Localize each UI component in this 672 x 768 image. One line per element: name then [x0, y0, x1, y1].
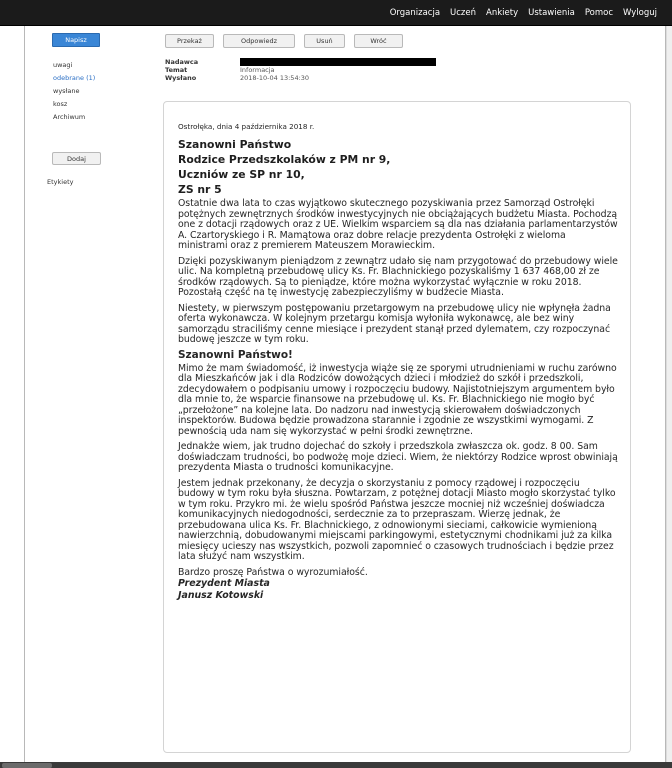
subject-label: Temat	[165, 66, 188, 74]
paragraph-1: Ostatnie dwa lata to czas wyjątkowo skutecznego pozyskiwania przez Samorząd Ostrołęki potężnych zewnętrznych środków inwestycyjnych nie obciążających budżetu Miasta. Pochodzą one z dotacji rządowych oraz z UE. Wielkim wsparciem są dla nas działania parlamentarzystów A. Czartoryskiego i R. Mamątowa oraz dobre relacje prezydenta Ostrołęki z wieloma ministrami oraz z premierem Mateuszem Morawieckim.	[178, 198, 618, 251]
message-meta	[165, 58, 436, 82]
paragraph-3: Niestety, w pierwszym postępowaniu przetargowym na przebudowę ulicy nie wpłynęła żadna oferta wykonawcza. W kolejnym przetargu komisja wyłoniła wykonawcę, ale bez winy samorządu straciliśmy cenne miesiące i prezydent stanął przed dylematem, czy rozpoczynać budowę jeszcze w tym roku.	[178, 302, 611, 345]
folder-uwagi[interactable]: uwagi	[53, 61, 73, 69]
paragraph-4: Mimo że mam świadomość, iż inwestycja wiąże się ze sporymi utrudnieniami w ruchu zarówno dla Mieszkańców jak i dla Rodziców dowożących dzieci i młodzież do szkół i przedszkoli, zdecydowałem o podpisaniu umowy i rozpoczęciu budowy. Najistotniejszym argumentem było dla mnie to, że wsparcie finansowe na przebudowę ul. Ks. Fr. Blachnickiego nie mogło być „przełożone” na kolejne lata. Do nadzoru nad inwestycją skierowałem doświadczonych inspektorów. Budowa będzie prowadzona starannie i zgodnie ze wszystkimi wymogami. Z pewnością uda nam się wykorzystać w pełni środki zewnętrzne.	[178, 362, 617, 437]
bottom-taskbar	[0, 762, 672, 768]
greeting-line-2: Rodzice Przedszkolaków z PM nr 9,	[178, 153, 391, 166]
top-nav	[385, 0, 662, 26]
greeting-line-4: ZS nr 5	[178, 183, 222, 196]
sender-redacted	[240, 58, 436, 66]
nav-wyloguj[interactable]: Wyloguj	[623, 8, 657, 18]
folder-kosz[interactable]: kosz	[53, 100, 68, 108]
signature-title: Prezydent Miasta	[178, 578, 270, 589]
top-nav-bar	[0, 0, 672, 26]
add-label-button[interactable]: Dodaj	[52, 152, 101, 165]
sent-label: Wysłano	[165, 74, 197, 82]
signature-name: Janusz Kotowski	[178, 590, 264, 601]
folder-archiwum[interactable]: Archiwum	[53, 113, 86, 121]
delete-button[interactable]: Usuń	[304, 34, 345, 48]
folder-list	[53, 59, 95, 124]
compose-button[interactable]: Napisz	[52, 33, 100, 47]
greeting-2: Szanowni Państwo!	[178, 348, 293, 361]
nav-ankiety[interactable]: Ankiety	[486, 8, 519, 18]
vertical-scrollbar[interactable]	[666, 26, 672, 762]
message-body	[178, 122, 618, 602]
taskbar-item[interactable]	[2, 763, 52, 768]
paragraph-2: Dzięki pozyskiwanym pieniądzom z zewnątrz udało się nam przygotować do przebudowy wiele ulic. Na kompletną przebudowę ulicy Ks. Fr. Blachnickiego pozyskaliśmy 1 637 468,00 zł ze środków rządowych. Są to pieniądze, które można wykorzystać wyłącznie w roku 2018. Pozostałą część na tę inwestycję zabezpieczyliśmy w budżecie Miasta.	[178, 255, 618, 298]
greeting-line-1: Szanowni Państwo	[178, 138, 292, 151]
labels-heading: Etykiety	[47, 178, 74, 186]
folder-wyslane[interactable]: wysłane	[53, 87, 80, 95]
folder-odebrane[interactable]: odebrane (1)	[53, 74, 96, 82]
sent-value: 2018-10-04 13:54:30	[240, 74, 310, 82]
nav-pomoc[interactable]: Pomoc	[584, 8, 613, 18]
message-toolbar	[165, 34, 412, 48]
greeting-line-3: Uczniów ze SP nr 10,	[178, 168, 305, 181]
nav-ustawienia[interactable]: Ustawienia	[528, 8, 575, 18]
nav-uczen[interactable]: Uczeń	[450, 8, 477, 18]
paragraph-5: Jednakże wiem, jak trudno dojechać do szkoły i przedszkola zwłaszcza ok. godz. 8 00. Sam doświadczam trudności, bo podwożę moje dzieci. Wiem, że niektórzy Rodzice wprost obwiniają prezydenta Miasta o trudności komunikacyjne.	[178, 441, 618, 473]
back-button[interactable]: Wróć	[354, 34, 403, 48]
paragraph-7: Bardzo proszę Państwa o wyrozumiałość.	[178, 566, 368, 578]
reply-button[interactable]: Odpowiedz	[223, 34, 295, 48]
sender-label: Nadawca	[165, 58, 199, 66]
paragraph-6: Jestem jednak przekonany, że decyzja o skorzystaniu z pomocy rządowej i rozpoczęciu budowy w tym roku była słuszna. Powtarzam, z potężnej dotacji Miasto mogło skorzystać tylko w tym roku. Przykro mi. że wielu spośród Państwa jeszcze mocniej niż wcześniej doświadcza komunikacyjnych niedogodności, serdecznie za to przepraszam. Wierzę jednak, że przebudowana ulica Ks. Fr. Blachnickiego, z odnowionymi sieciami, całkowicie wymienioną nawierzchnią, dobudowanymi miejscami parkingowymi, estetycznymi chodnikami już za kilka miesięcy ucieszy nas wszystkich, pozwoli zapomnieć o czasowych trudnościach i będzie przez lata służyć nam wszystkim.	[178, 477, 616, 562]
message-date: Ostrołęka, dnia 4 października 2018 r.	[178, 122, 315, 131]
subject-value: Informacja	[240, 66, 275, 74]
nav-organizacja[interactable]: Organizacja	[389, 8, 441, 18]
forward-button[interactable]: Przekaż	[165, 34, 214, 48]
